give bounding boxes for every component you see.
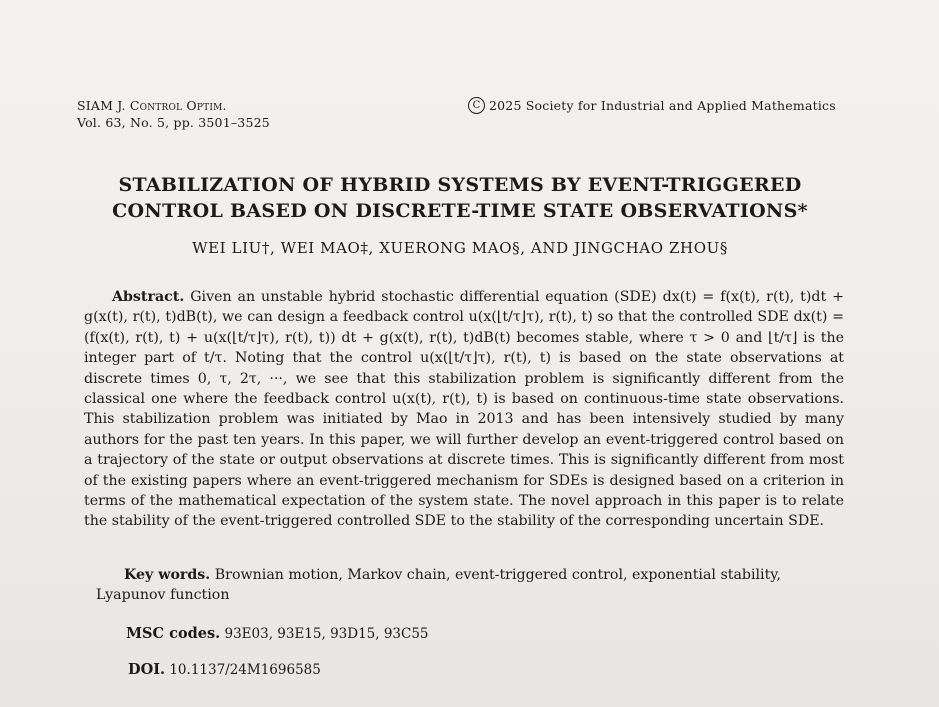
abstract (84, 287, 844, 532)
abstract-label: Abstract. (112, 289, 185, 305)
keywords-text: Brownian motion, Markov chain, event-triggered control, exponential stability, Lyapunov function (96, 567, 781, 604)
paper-title (70, 172, 850, 224)
msc-codes (126, 625, 429, 642)
doi-text: 10.1137/24M1696585 (169, 662, 321, 678)
abstract-text: Given an unstable hybrid stochastic differential equation (SDE) dx(t) = f(x(t), r(t), t)dt + g(x(t), r(t), t)dB(t), we can design a feedback control u(x(⌊t/τ⌋τ), r(t), t) so that the controlled SDE dx(t) = (f(x(t), r(t), t) + u(x(⌊t/τ⌋τ), r(t), t)) dt + g(x(t), r(t), t)dB(t) becomes stable, where τ > 0 and ⌊t/τ⌋ is the integer part of t/τ. Noting that the control u(x(⌊t/τ⌋τ), r(t), t) is based on the state observations at discrete times 0, τ, 2τ, ···, we see that this stabilization problem is significantly different from the classical one where the feedback control u(x(t), r(t), t) is based on continuous-time state observations. This stabilization problem was initiated by Mao in 2013 and has been intensively studied by many authors for the past ten years. In this paper, we will further develop an event-triggered control based on a trajectory of the state or output observations at discrete times. This is significantly different from most of the existing papers where an event-triggered mechanism for SDEs is designed based on a criterion in terms of the mathematical expectation of the system state. The novel approach in this paper is to relate the stability of the event-triggered controlled SDE to the stability of the corresponding uncertain SDE. (84, 289, 844, 530)
copyright-text: 2025 Society for Industrial and Applied Mathematics (489, 98, 836, 113)
keywords (96, 565, 841, 606)
copyright-icon: C (468, 97, 485, 114)
volume-pages: Vol. 63, No. 5, pp. 3501–3525 (77, 115, 270, 130)
journal-info (77, 97, 270, 131)
title-line-1: STABILIZATION OF HYBRID SYSTEMS BY EVENT-TRIGGERED (118, 174, 802, 196)
copyright-line (468, 97, 836, 114)
msc-label: MSC codes. (126, 625, 221, 642)
author-list: WEI LIU†, WEI MAO‡, XUERONG MAO§, AND JINGCHAO ZHOU§ (192, 239, 728, 257)
msc-text: 93E03, 93E15, 93D15, 93C55 (224, 626, 429, 642)
title-line-2: CONTROL BASED ON DISCRETE-TIME STATE OBSERVATIONS* (112, 200, 808, 222)
doi-label: DOI. (128, 661, 166, 678)
doi (128, 661, 321, 678)
journal-name: SIAM J. Control Optim. (77, 98, 227, 113)
keywords-label: Key words. (124, 567, 211, 583)
